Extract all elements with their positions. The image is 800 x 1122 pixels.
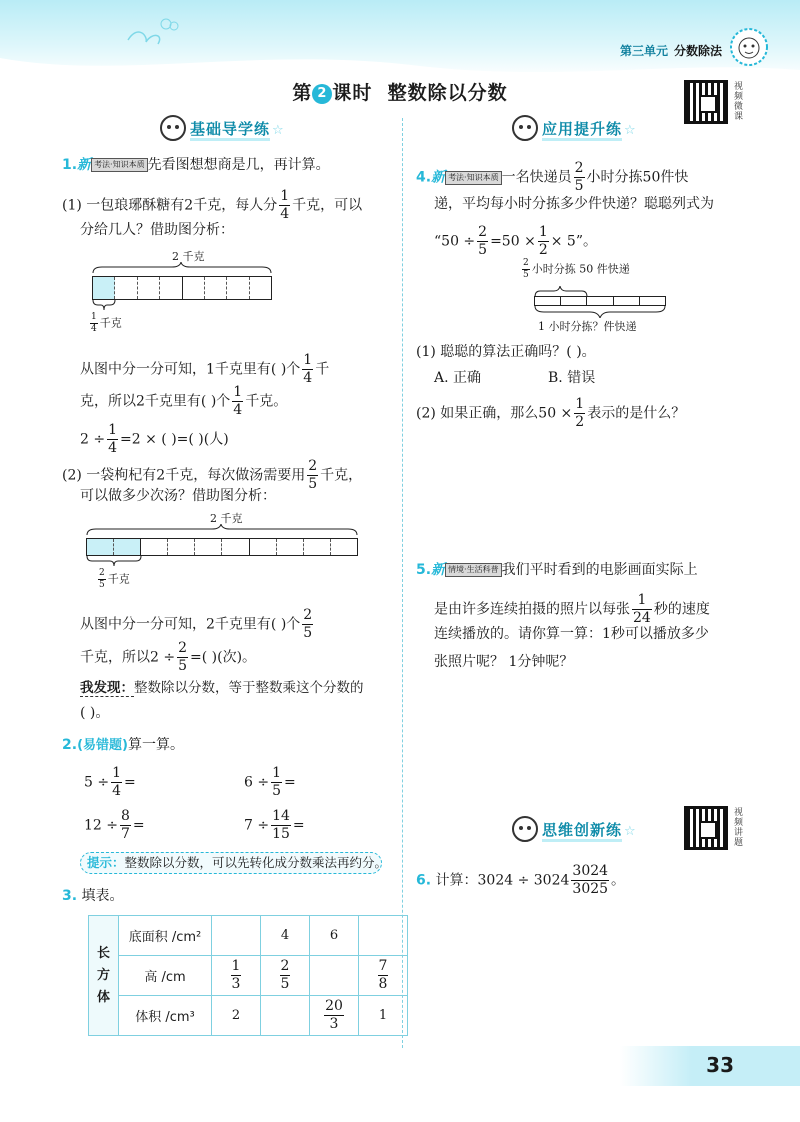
- qr-code-icon[interactable]: [684, 80, 728, 124]
- fig1-bar: [92, 276, 272, 300]
- q4-option-b[interactable]: B. 错误: [548, 370, 596, 386]
- q4-line2: 递，平均每小时分拣多少件快递？聪聪列式为: [434, 196, 714, 212]
- table-cell[interactable]: [359, 916, 408, 956]
- q1-p2-line2: 可以做多少次汤？借助图分析：: [80, 488, 276, 504]
- q3-header: 3. 填表。: [62, 888, 124, 904]
- q1-p1-analysis1: 从图中分一分可知，1千克里有( )个 $\frac{1}{4}$ 千: [80, 352, 330, 386]
- table-cell: 2: [212, 996, 261, 1036]
- q5-line1: 5.新 情境·生活科普 我们平时看到的电影画面实际上: [416, 562, 698, 578]
- table-cell: $\frac{1}{3}$: [212, 956, 261, 996]
- page-number: 33: [706, 1053, 734, 1077]
- q2-item-1: 5 ÷ $\frac{1}{4}$ =: [84, 765, 136, 799]
- table-cell: 1: [359, 996, 408, 1036]
- q2-hint: 提示：整数除以分数，可以先转化成分数乘法再约分。: [80, 852, 382, 874]
- q1-header: 1.新 考法·知识本质 先看图想想商是几，再计算。: [62, 157, 330, 173]
- fig2-part-label: $\frac{2}{5}$ 千克: [99, 568, 130, 590]
- q1-p2-line1: (2) 一袋枸杞有2千克，每次做汤需要用 $\frac{2}{5}$ 千克，: [62, 458, 363, 492]
- q4-option-a[interactable]: A. 正确: [434, 370, 482, 386]
- table-cell: $\frac{7}{8}$: [359, 956, 408, 996]
- star-icon: ☆: [272, 123, 285, 138]
- q1-finding-blank: ( )。: [80, 705, 110, 721]
- q1-p2-analysis2: 千克，所以2 ÷ $\frac{2}{5}$ =( )(次)。: [80, 640, 257, 674]
- q1-finding: 我发现：整数除以分数，等于整数乘这个分数的: [80, 680, 364, 696]
- q4-fig-bottom-brace: [534, 306, 666, 318]
- lesson-number-badge: 2: [312, 84, 332, 104]
- fig2-bar: [86, 538, 358, 556]
- q2-item-4: 7 ÷ $\frac{14}{15}$ =: [244, 808, 305, 842]
- child-face-icon: [160, 115, 186, 141]
- fig2-top-brace: [86, 524, 358, 536]
- q1-p1-line2: 分给几人？借助图分析：: [80, 222, 234, 238]
- fig2-total-label: 2 千克: [210, 512, 243, 525]
- context-tag: 情境·生活科普: [445, 563, 502, 577]
- table-cell: $\frac{2}{5}$: [261, 956, 310, 996]
- q2-item-2: 6 ÷ $\frac{1}{5}$ =: [244, 765, 296, 799]
- unit-label: 第三单元 分数除法: [619, 44, 722, 58]
- table-cell[interactable]: [310, 956, 359, 996]
- lion-mascot-icon: [728, 26, 770, 68]
- qr-label-bottom: 视频讲题: [734, 808, 744, 848]
- q4-line1: 4.新 考法·知识本质 一名快递员 $\frac{2}{5}$ 小时分拣50件快: [416, 160, 689, 194]
- fig2-part-brace: [86, 556, 142, 566]
- q1-p1-equation: 2 ÷ $\frac{1}{4}$ =2 × ( )=( )(人): [80, 422, 229, 456]
- lesson-name: 整数除以分数: [387, 82, 508, 104]
- q4-fig-bar: [534, 296, 666, 306]
- q5-line3: 连续播放的。请你算一算：1秒可以播放多少: [434, 626, 709, 642]
- qr-code-icon[interactable]: [684, 806, 728, 850]
- table-cell: 4: [261, 916, 310, 956]
- fig1-part-brace: [92, 300, 116, 310]
- q2-item-3: 12 ÷ $\frac{8}{7}$ =: [84, 808, 145, 842]
- q4-fig-bottom-label: 1 小时分拣？件快递: [538, 320, 637, 333]
- q1-p2-analysis1: 从图中分一分可知，2千克里有( )个 $\frac{2}{5}$: [80, 607, 313, 641]
- fig1-total-label: 2 千克: [172, 250, 205, 263]
- q4-sub2: (2) 如果正确，那么50 × $\frac{1}{2}$ 表示的是什么？: [416, 396, 686, 430]
- page-title: 第 2 课时 整数除以分数: [292, 82, 508, 104]
- q4-fig-top-label: $\frac{2}{5}$ 小时分拣 50 件快递: [523, 258, 630, 280]
- table-label: 体积 /cm³: [119, 996, 212, 1036]
- q1-p1-line1: (1) 一包琅琊酥糖有2千克，每人分 $\frac{1}{4}$ 千克，可以: [62, 188, 363, 222]
- section-basic: 基础导学练 ☆: [160, 115, 285, 141]
- child-face-icon: [512, 115, 538, 141]
- table-cell: 6: [310, 916, 359, 956]
- q2-header: 2.(易错题)算一算。: [62, 737, 184, 753]
- q5-line4: 张照片呢？ 1分钟呢？: [434, 654, 574, 670]
- table-label: 高 /cm: [119, 956, 212, 996]
- table-label: 底面积 /cm²: [119, 916, 212, 956]
- butterfly-icon: [118, 14, 188, 48]
- star-icon: ☆: [624, 123, 637, 138]
- knowledge-tag: 考法·知识本质: [445, 171, 502, 185]
- child-face-icon: [512, 816, 538, 842]
- cuboid-table: [88, 915, 408, 1036]
- knowledge-tag: 考法·知识本质: [91, 158, 148, 172]
- fig1-top-brace: [92, 262, 272, 274]
- q6-line: 6. 计算：3024 ÷ 3024 $\frac{3024}{3025}$ 。: [416, 863, 626, 897]
- unit-topic: 分数除法: [673, 44, 722, 58]
- table-cell: $\frac{20}{3}$: [310, 996, 359, 1036]
- q1-p1-analysis2: 克，所以2千克里有( )个 $\frac{1}{4}$ 千克。: [80, 384, 288, 418]
- table-cell[interactable]: [212, 916, 261, 956]
- star-icon: ☆: [624, 824, 637, 839]
- table-cell[interactable]: [261, 996, 310, 1036]
- q4-line3: “50 ÷ $\frac{2}{5}$ =50 × $\frac{1}{2}$ × 5”。: [434, 224, 597, 258]
- q4-sub1: (1) 聪聪的算法正确吗？( )。: [416, 344, 596, 360]
- fig1-part-label: $\frac{1}{4}$ 千克: [91, 312, 122, 334]
- column-divider: [402, 118, 403, 1048]
- q5-line2: 是由许多连续拍摄的照片以每张 $\frac{1}{24}$ 秒的速度: [434, 592, 710, 626]
- qr-label-top: 视频微课: [734, 82, 744, 122]
- section-applied: 应用提升练 ☆: [512, 115, 637, 141]
- section-creative: 思维创新练 ☆: [512, 816, 637, 842]
- row-head-cuboid: 长 方 体: [89, 916, 119, 1036]
